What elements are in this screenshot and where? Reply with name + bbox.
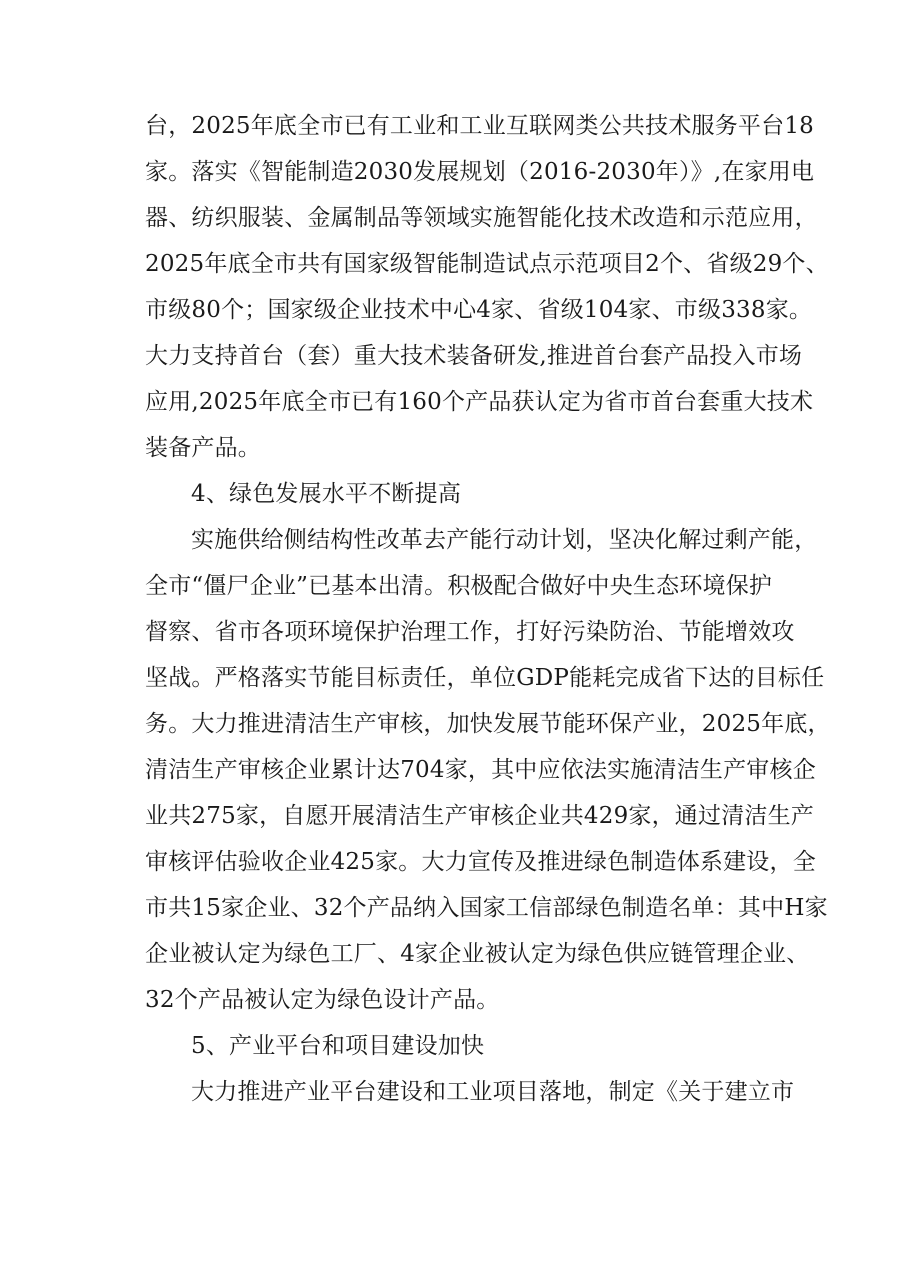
text-line: 装备产品。	[145, 435, 261, 461]
text-line: 务。大力推进清洁生产审核，加快发展节能环保产业，2025年底，	[145, 711, 831, 737]
text-line: 业共275家，自愿开展清洁生产审核企业共429家，通过清洁生产	[145, 803, 814, 829]
text-line: 坚战。严格落实节能目标责任，单位GDP能耗完成省下达的目标任	[145, 665, 825, 691]
text-line: 32个产品被认定为绿色设计产品。	[145, 987, 500, 1013]
text-line: 家。落实《智能制造2030发展规划（2016-2030年）》,在家用电	[145, 159, 815, 185]
paragraph-first-line: 大力推进产业平台建设和工业项目落地，制定《关于建立市	[191, 1079, 795, 1105]
text-line: 应用,2025年底全市已有160个产品获认定为省市首台套重大技术	[145, 389, 814, 415]
text-line: 审核评估验收企业425家。大力宣传及推进绿色制造体系建设，全	[145, 849, 816, 875]
section-heading: 4、绿色发展水平不断提高	[191, 481, 462, 507]
document-body	[145, 103, 831, 1115]
text-line: 2025年底全市共有国家级智能制造试点示范项目2个、省级29个、	[145, 251, 829, 277]
text-line: 全市“僵尸企业”已基本出清。积极配合做好中央生态环境保护	[145, 573, 773, 599]
text-line: 台，2025年底全市已有工业和工业互联网类公共技术服务平台18	[145, 113, 814, 139]
text-line: 督察、省市各项环境保护治理工作，打好污染防治、节能增效攻	[145, 619, 795, 645]
text-line: 大力支持首台（套）重大技术装备研发,推进首台套产品投入市场	[145, 343, 803, 369]
text-line: 器、纺织服装、金属制品等领域实施智能化技术改造和示范应用，	[145, 205, 818, 231]
text-line: 市共15家企业、32个产品纳入国家工信部绿色制造名单：其中H家	[145, 895, 828, 921]
section-heading: 5、产业平台和项目建设加快	[191, 1033, 485, 1059]
text-line: 市级80个；国家级企业技术中心4家、省级104家、市级338家。	[145, 297, 813, 323]
paragraph-first-line: 实施供给侧结构性改革去产能行动计划，坚决化解过剩产能，	[191, 527, 818, 553]
text-line: 清洁生产审核企业累计达704家，其中应依法实施清洁生产审核企	[145, 757, 816, 783]
text-line: 企业被认定为绿色工厂、4家企业被认定为绿色供应链管理企业、	[145, 941, 810, 967]
